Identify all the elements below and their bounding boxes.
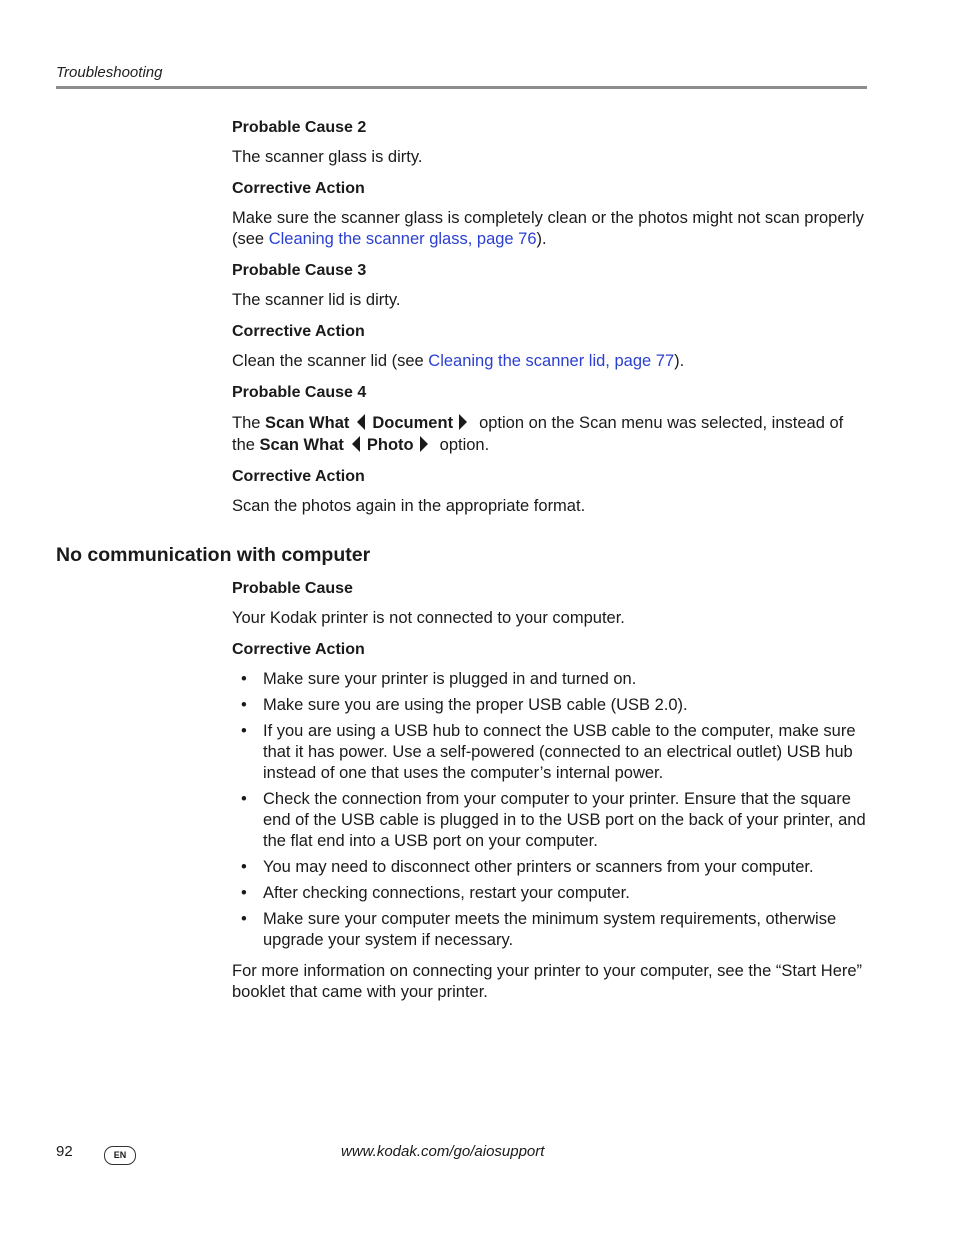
list-item <box>232 669 867 690</box>
list-item <box>232 883 867 904</box>
probable-cause-text: Your Kodak printer is not connected to your computer. <box>232 609 625 627</box>
left-arrow-icon <box>352 436 360 452</box>
running-header: Troubleshooting <box>56 64 163 81</box>
probable-cause-heading: Probable Cause <box>232 580 353 597</box>
cleaning-scanner-lid-link[interactable]: Cleaning the scanner lid, page 77 <box>428 352 675 370</box>
no-communication-section <box>232 578 867 1013</box>
action-2-text-end: ). <box>536 230 547 248</box>
corrective-action-2-heading: Corrective Action <box>232 180 365 197</box>
corrective-action-list <box>232 669 867 951</box>
scan-what-label-2: Scan What <box>259 436 344 454</box>
bullet-icon: • <box>241 696 247 714</box>
right-arrow-icon <box>420 436 428 452</box>
troubleshooting-causes <box>232 117 867 527</box>
corrective-action-3-text <box>232 351 867 372</box>
cause-4-middle: option on the Scan menu was selected, instead of the <box>232 414 844 454</box>
cause-4-end: option. <box>439 436 490 454</box>
list-item-text: Make sure you are using the proper USB cable (USB 2.0). <box>263 696 688 714</box>
action-3-text-end: ). <box>674 352 685 370</box>
list-item <box>232 721 867 784</box>
list-item-text: Make sure your computer meets the minimum system requirements, otherwise upgrade your system if necessary. <box>263 910 837 949</box>
probable-cause-3-heading: Probable Cause 3 <box>232 262 367 279</box>
corrective-action-4-text: Scan the photos again in the appropriate format. <box>232 497 586 515</box>
probable-cause-2-heading: Probable Cause 2 <box>232 119 367 136</box>
list-item <box>232 909 867 951</box>
section-heading: No communication with computer <box>56 544 371 566</box>
bullet-icon: • <box>241 722 247 740</box>
probable-cause-4-text <box>232 412 867 456</box>
bullet-icon: • <box>241 910 247 928</box>
list-item-text: You may need to disconnect other printers or scanners from your computer. <box>263 858 814 876</box>
list-item <box>232 695 867 716</box>
bullet-icon: • <box>241 884 247 902</box>
list-item <box>232 857 867 878</box>
probable-cause-2-text: The scanner glass is dirty. <box>232 148 423 166</box>
scan-what-label-1: Scan What <box>265 414 350 432</box>
list-item-text: Make sure your printer is plugged in and turned on. <box>263 670 637 688</box>
action-2-text-start: Make sure the scanner glass is completely clean or the photos might not scan properly (see <box>232 209 864 248</box>
action-3-text-start: Clean the scanner lid (see <box>232 352 429 370</box>
corrective-action-3-heading: Corrective Action <box>232 323 365 340</box>
list-item-text: If you are using a USB hub to connect the USB cable to the computer, make sure that it has power. Use a self-powered (connected to an electrical outlet) USB hub instead of one that uses the computer’s internal power. <box>263 722 856 782</box>
list-item-text: Check the connection from your computer to your printer. Ensure that the square end of the USB cable is plugged in to the USB port on the back of your printer, and the flat end into a USB port on your computer. <box>263 790 866 850</box>
document-option-label: Document <box>372 414 454 432</box>
list-item-text: After checking connections, restart your computer. <box>263 884 630 902</box>
cause-4-the: The <box>232 414 266 432</box>
left-arrow-icon <box>357 414 365 430</box>
list-item <box>232 789 867 852</box>
bullet-icon: • <box>241 858 247 876</box>
corrective-action-2-text <box>232 208 867 250</box>
closing-paragraph: For more information on connecting your printer to your computer, see the “Start Here” booklet that came with your printer. <box>232 962 863 1001</box>
language-badge: EN <box>104 1146 136 1165</box>
support-url[interactable]: www.kodak.com/go/aiosupport <box>341 1143 545 1160</box>
bullet-icon: • <box>241 670 247 688</box>
header-divider <box>56 86 867 89</box>
corrective-action-heading: Corrective Action <box>232 641 365 658</box>
right-arrow-icon <box>459 414 467 430</box>
probable-cause-4-heading: Probable Cause 4 <box>232 384 367 401</box>
photo-option-label: Photo <box>366 436 414 454</box>
page-number: 92 <box>56 1143 73 1160</box>
cleaning-scanner-glass-link[interactable]: Cleaning the scanner glass, page 76 <box>268 230 537 248</box>
probable-cause-3-text: The scanner lid is dirty. <box>232 291 401 309</box>
bullet-icon: • <box>241 790 247 808</box>
corrective-action-4-heading: Corrective Action <box>232 468 365 485</box>
